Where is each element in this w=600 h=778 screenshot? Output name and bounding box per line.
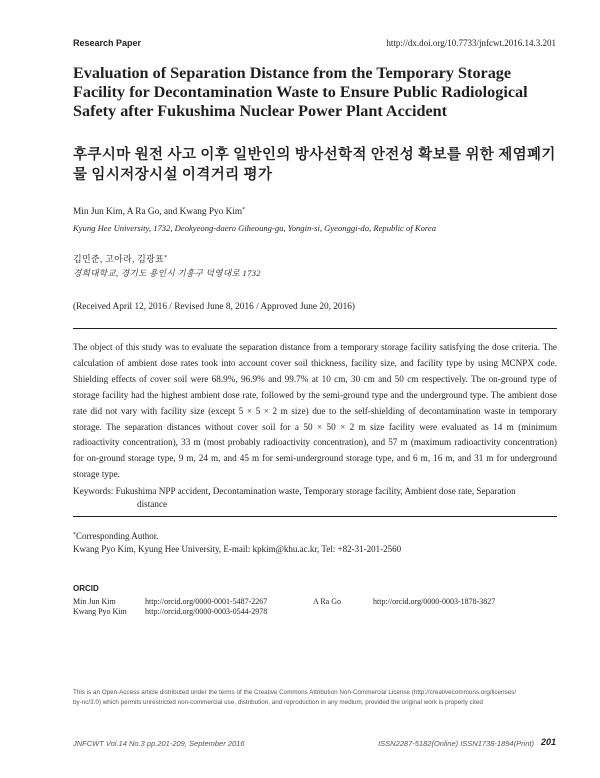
page-number: 201: [540, 737, 556, 747]
keywords-bottom-rule: [73, 516, 557, 517]
authors-english: [73, 207, 245, 217]
license-line2: by-nc/3.0) which permits unrestricted non-commercial use, distribution, and reproduction in any medium, provided the original work is properly cited: [73, 699, 483, 706]
orcid-heading: ORCID: [73, 584, 99, 593]
orcid-name: Kwang Pyo Kim: [73, 607, 127, 616]
abstract: The object of this study was to evaluate the separation distance from a temporary storage facility satisfying the dose criteria. The calculation of ambient dose rates took into account cover soil thickness, facility size, and facility type by using MCNPX code. Shielding effects of cover soil were 68.9%, 96.9% and 99.7% at 10 cm, 30 cm and 50 cm respectively. The on-ground type of storage facility had the highest ambient dose rate, followed by the semi-ground type and the underground type. The ambient dose rate did not vary with facility size (except 5 × 5 × 2 m size) due to the self-shielding of decontamination waste in temporary storage. The separation distances without cover soil for a 50 × 50 × 2 m size facility were evaluated as 14 m (minimum radioactivity concentration), 33 m (most probably radioactivity concentration), and 57 m (maximum radioactivity concentration) for on-ground storage type, 9 m, 24 m, and 45 m for semi-underground storage type, and 6 m, 16 m, and 31 m for underground storage type.: [73, 342, 557, 480]
keywords: [73, 485, 557, 511]
corresponding-mark-ko: *: [164, 255, 168, 261]
orcid-link[interactable]: http://orcid.org/0000-0001-5487-2267: [145, 597, 268, 606]
issn: ISSN2287-5182(Online) ISSN1738-1894(Print): [378, 739, 534, 748]
corresponding-label: Corresponding Author.: [76, 531, 159, 541]
received-dates: (Received April 12, 2016 / Revised June 8, 2016 / Approved June 20, 2016): [73, 302, 355, 312]
orcid-link[interactable]: http://orcid.org/0000-0003-1878-3827: [373, 597, 496, 606]
affiliation-english: Kyung Hee University, 1732, Deokyeong-daero Giheoung-gu, Yongin-si, Gyeonggi-do, Republic of Korea: [73, 223, 437, 233]
corresponding-details: Kwang Pyo Kim, Kyung Hee University, E-mail: kpkim@khu.ac.kr, Tel: +82-31-201-2560: [73, 544, 402, 554]
orcid-name: A Ra Go: [313, 597, 341, 606]
journal-citation: JNFCWT Vol.14 No.3 pp.201-209, September 2016: [73, 739, 245, 748]
corresponding-label-row: [73, 529, 401, 543]
license-line1: This is an Open-Access article distributed under the terms of the Creative Commons Attribution Non-Commercial License (http://creativecommons.org/licenses/: [73, 689, 517, 696]
doi-link[interactable]: http://dx.doi.org/10.7733/jnfcwt.2016.14.3.201: [386, 38, 556, 48]
title-korean: 후쿠시마 원전 사고 이후 일반인의 방사선학적 안전성 확보를 위한 제염폐기물 임시저장시설 이격거리 평가: [73, 147, 556, 183]
keywords-label: Keywords:: [73, 486, 114, 496]
abstract-top-rule: [73, 328, 557, 329]
keywords-line1: Fukushima NPP accident, Decontamination waste, Temporary storage facility, Ambient dose rate, Separation: [115, 486, 516, 496]
orcid-link[interactable]: http://orcid.org/0000-0003-0544-2978: [145, 607, 268, 616]
corresponding-mark: *: [242, 207, 246, 213]
keywords-line2: distance: [137, 499, 168, 509]
section-label: Research Paper: [73, 38, 142, 48]
orcid-name: Min Jun Kim: [73, 597, 116, 606]
authors-korean: [73, 252, 167, 265]
authors-korean-text: 김민준, 고아라, 김광표: [73, 254, 165, 264]
affiliation-korean: 경희대학교, 경기도 용인시 기흥구 덕영대로 1732: [73, 268, 261, 278]
corresponding-mark-note: *: [73, 532, 76, 538]
authors-english-text: Min Jun Kim, A Ra Go, and Kwang Pyo Kim: [73, 207, 243, 217]
title-english: Evaluation of Separation Distance from the Temporary Storage Facility for Decontamination Waste to Ensure Public Radiological Safety after Fukushima Nuclear Power Plant Accident: [73, 64, 528, 120]
license-note: [73, 688, 557, 708]
corresponding-author: [73, 529, 401, 556]
